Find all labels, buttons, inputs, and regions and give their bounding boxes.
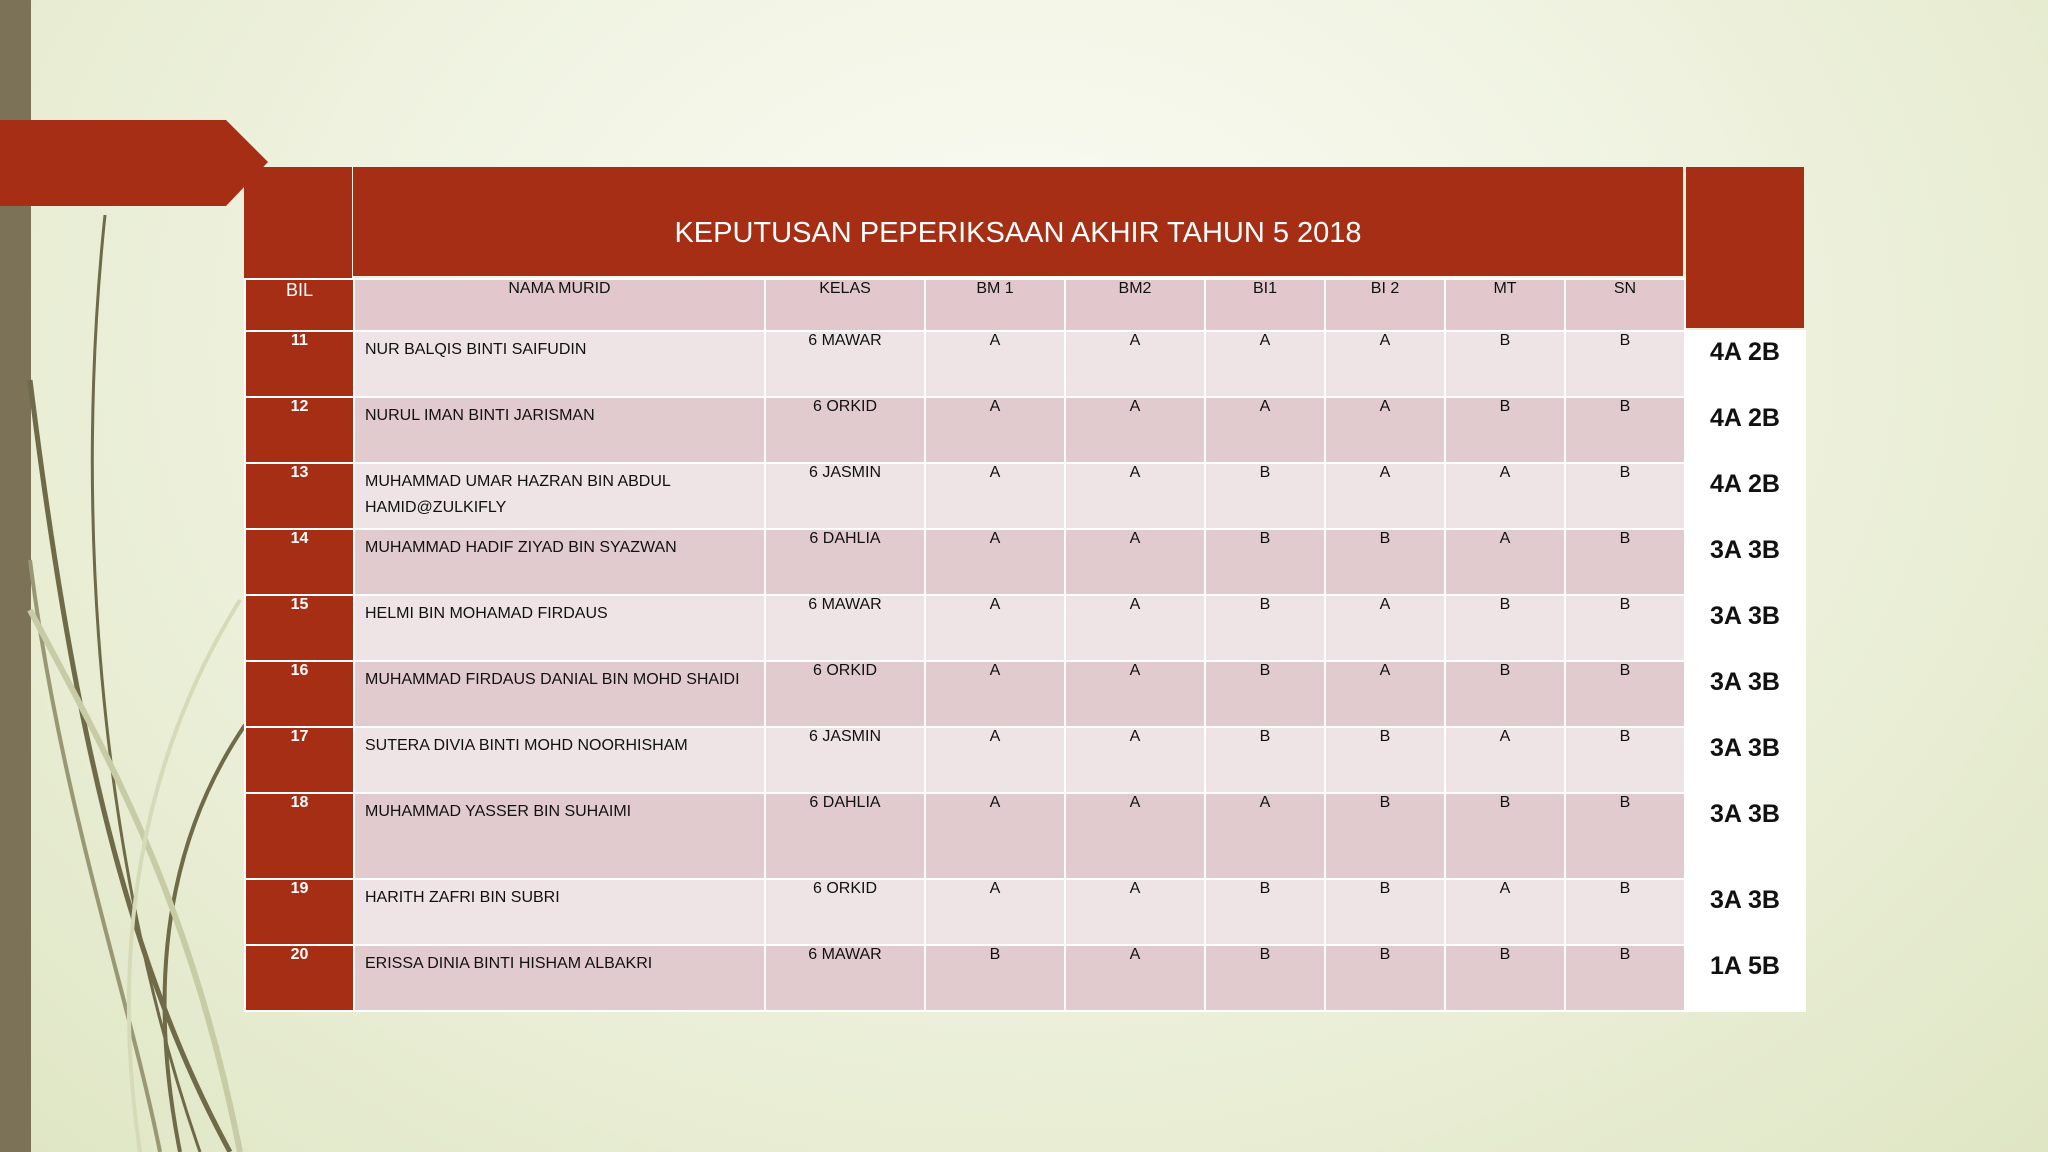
cell-bi2: B bbox=[1325, 529, 1445, 595]
cell-mt: B bbox=[1445, 397, 1565, 463]
cell-nama: NUR BALQIS BINTI SAIFUDIN bbox=[354, 331, 765, 397]
cell-nama: HARITH ZAFRI BIN SUBRI bbox=[354, 879, 765, 945]
cell-nama: ERISSA DINIA BINTI HISHAM ALBAKRI bbox=[354, 945, 765, 1011]
cell-bm1: A bbox=[925, 595, 1065, 661]
cell-bil: 20 bbox=[245, 945, 354, 1011]
cell-result: 3A 3B bbox=[1685, 661, 1805, 727]
cell-result: 1A 5B bbox=[1685, 945, 1805, 1011]
cell-bm1: A bbox=[925, 529, 1065, 595]
table-row bbox=[245, 397, 1805, 463]
table-row bbox=[245, 945, 1805, 1011]
cell-result: 3A 3B bbox=[1685, 529, 1805, 595]
cell-kelas: 6 DAHLIA bbox=[765, 529, 925, 595]
cell-bi1: B bbox=[1205, 463, 1325, 529]
col-header-bi1: BI1 bbox=[1205, 279, 1325, 331]
cell-nama: MUHAMMAD YASSER BIN SUHAIMI bbox=[354, 793, 765, 879]
table-row bbox=[245, 595, 1805, 661]
cell-bi1: B bbox=[1205, 945, 1325, 1011]
cell-bm1: A bbox=[925, 727, 1065, 793]
cell-result: 3A 3B bbox=[1685, 727, 1805, 793]
cell-bm2: A bbox=[1065, 397, 1205, 463]
cell-bm2: A bbox=[1065, 661, 1205, 727]
cell-nama: HELMI BIN MOHAMAD FIRDAUS bbox=[354, 595, 765, 661]
cell-sn: B bbox=[1565, 397, 1685, 463]
cell-result: 4A 2B bbox=[1685, 397, 1805, 463]
cell-kelas: 6 ORKID bbox=[765, 661, 925, 727]
cell-result: 3A 3B bbox=[1685, 879, 1805, 945]
cell-bm1: A bbox=[925, 397, 1065, 463]
cell-nama: MUHAMMAD UMAR HAZRAN BIN ABDUL HAMID@ZULKIFLY bbox=[354, 463, 765, 529]
cell-bi1: A bbox=[1205, 793, 1325, 879]
cell-bm2: A bbox=[1065, 879, 1205, 945]
cell-bi1: B bbox=[1205, 529, 1325, 595]
cell-bm2: A bbox=[1065, 727, 1205, 793]
cell-bil: 18 bbox=[245, 793, 354, 879]
cell-bil: 12 bbox=[245, 397, 354, 463]
cell-bil: 17 bbox=[245, 727, 354, 793]
cell-sn: B bbox=[1565, 727, 1685, 793]
col-header-mt: MT bbox=[1445, 279, 1565, 331]
cell-bm2: A bbox=[1065, 529, 1205, 595]
cell-bi2: A bbox=[1325, 595, 1445, 661]
cell-bm1: A bbox=[925, 331, 1065, 397]
cell-mt: B bbox=[1445, 661, 1565, 727]
cell-bm1: B bbox=[925, 945, 1065, 1011]
cell-bm2: A bbox=[1065, 331, 1205, 397]
cell-bi2: B bbox=[1325, 945, 1445, 1011]
col-header-kelas: KELAS bbox=[765, 279, 925, 331]
cell-bi2: A bbox=[1325, 331, 1445, 397]
header-row bbox=[245, 279, 1805, 331]
cell-result: 4A 2B bbox=[1685, 331, 1805, 397]
cell-bil: 11 bbox=[245, 331, 354, 397]
cell-nama: SUTERA DIVIA BINTI MOHD NOORHISHAM bbox=[354, 727, 765, 793]
cell-kelas: 6 ORKID bbox=[765, 879, 925, 945]
col-header-bi2: BI 2 bbox=[1325, 279, 1445, 331]
cell-kelas: 6 JASMIN bbox=[765, 463, 925, 529]
cell-bm1: A bbox=[925, 793, 1065, 879]
cell-sn: B bbox=[1565, 945, 1685, 1011]
cell-bi2: B bbox=[1325, 879, 1445, 945]
title-ribbon bbox=[0, 120, 268, 206]
cell-bil: 14 bbox=[245, 529, 354, 595]
cell-nama: MUHAMMAD FIRDAUS DANIAL BIN MOHD SHAIDI bbox=[354, 661, 765, 727]
cell-bi1: A bbox=[1205, 331, 1325, 397]
col-header-bm1: BM 1 bbox=[925, 279, 1065, 331]
cell-sn: B bbox=[1565, 793, 1685, 879]
cell-bm2: A bbox=[1065, 463, 1205, 529]
cell-bm1: A bbox=[925, 661, 1065, 727]
col-header-result bbox=[1685, 279, 1805, 331]
cell-mt: B bbox=[1445, 331, 1565, 397]
cell-mt: A bbox=[1445, 529, 1565, 595]
cell-bi2: B bbox=[1325, 793, 1445, 879]
table-row bbox=[245, 879, 1805, 945]
table-row bbox=[245, 529, 1805, 595]
cell-mt: B bbox=[1445, 595, 1565, 661]
cell-result: 3A 3B bbox=[1685, 793, 1805, 879]
cell-result: 3A 3B bbox=[1685, 595, 1805, 661]
cell-bi1: B bbox=[1205, 727, 1325, 793]
cell-bm1: A bbox=[925, 463, 1065, 529]
col-header-nama: NAMA MURID bbox=[354, 279, 765, 331]
cell-bm1: A bbox=[925, 879, 1065, 945]
col-header-sn: SN bbox=[1565, 279, 1685, 331]
cell-mt: A bbox=[1445, 727, 1565, 793]
cell-bi1: B bbox=[1205, 879, 1325, 945]
cell-bi2: A bbox=[1325, 397, 1445, 463]
table-row bbox=[245, 727, 1805, 793]
cell-kelas: 6 JASMIN bbox=[765, 727, 925, 793]
cell-bil: 16 bbox=[245, 661, 354, 727]
table-row bbox=[245, 661, 1805, 727]
table-row bbox=[245, 793, 1805, 879]
cell-mt: B bbox=[1445, 793, 1565, 879]
cell-bil: 19 bbox=[245, 879, 354, 945]
cell-bi1: B bbox=[1205, 595, 1325, 661]
cell-kelas: 6 ORKID bbox=[765, 397, 925, 463]
cell-sn: B bbox=[1565, 661, 1685, 727]
cell-result: 4A 2B bbox=[1685, 463, 1805, 529]
cell-mt: A bbox=[1445, 879, 1565, 945]
cell-sn: B bbox=[1565, 879, 1685, 945]
page-title: KEPUTUSAN PEPERIKSAAN AKHIR TAHUN 5 2018 bbox=[353, 167, 1683, 276]
col-header-bil: BIL bbox=[245, 279, 354, 331]
cell-kelas: 6 DAHLIA bbox=[765, 793, 925, 879]
cell-sn: B bbox=[1565, 463, 1685, 529]
cell-bm2: A bbox=[1065, 945, 1205, 1011]
cell-sn: B bbox=[1565, 529, 1685, 595]
cell-bi1: B bbox=[1205, 661, 1325, 727]
cell-bi2: A bbox=[1325, 661, 1445, 727]
cell-bi2: A bbox=[1325, 463, 1445, 529]
cell-kelas: 6 MAWAR bbox=[765, 595, 925, 661]
cell-nama: NURUL IMAN BINTI JARISMAN bbox=[354, 397, 765, 463]
cell-kelas: 6 MAWAR bbox=[765, 945, 925, 1011]
cell-sn: B bbox=[1565, 595, 1685, 661]
results-table bbox=[244, 278, 1806, 1012]
cell-bil: 15 bbox=[245, 595, 354, 661]
cell-bm2: A bbox=[1065, 595, 1205, 661]
cell-bil: 13 bbox=[245, 463, 354, 529]
col-header-bm2: BM2 bbox=[1065, 279, 1205, 331]
table-row bbox=[245, 463, 1805, 529]
table-row bbox=[245, 331, 1805, 397]
cell-sn: B bbox=[1565, 331, 1685, 397]
cell-kelas: 6 MAWAR bbox=[765, 331, 925, 397]
cell-bi2: B bbox=[1325, 727, 1445, 793]
cell-bi1: A bbox=[1205, 397, 1325, 463]
cell-mt: B bbox=[1445, 945, 1565, 1011]
cell-mt: A bbox=[1445, 463, 1565, 529]
cell-nama: MUHAMMAD HADIF ZIYAD BIN SYAZWAN bbox=[354, 529, 765, 595]
cell-bm2: A bbox=[1065, 793, 1205, 879]
